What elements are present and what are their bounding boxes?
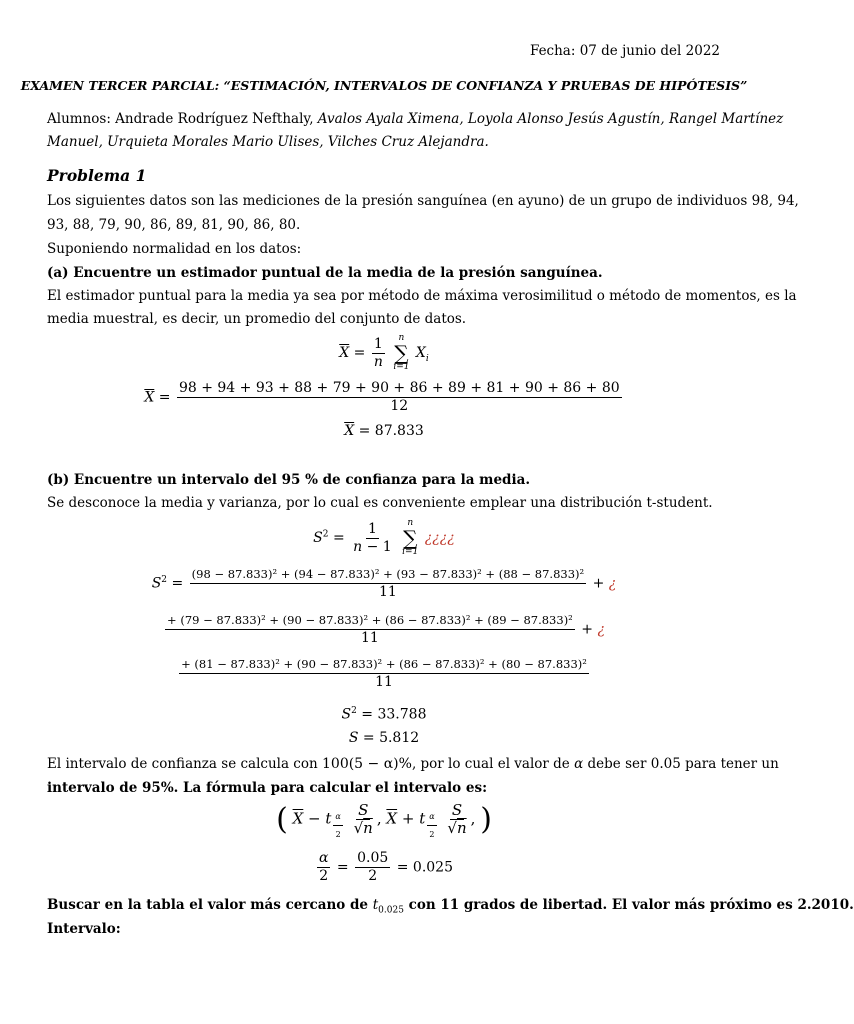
estimator-line-1: El estimador puntual para la media ya sea por método de máxima verosimilitud o método de momentos, es la [47,288,797,304]
variance-formula: $S^2$ = $\frac{1}{n - 1}$ n ∑ i=1 ¿¿¿¿ [313,518,455,557]
exam-title: EXAMEN TERCER PARCIAL: “ESTIMACIÓN, INTERVALOS DE CONFIANZA Y PRUEBAS DE HIPÓTESIS” [20,78,748,93]
intro-line-1: Los siguientes datos son las mediciones de la presión sanguínea (en ayuno) de un grupo de individuos 98, 94, [47,193,799,209]
interval-line-2: intervalo de 95%. La fórmula para calcular el intervalo es: [47,780,488,796]
tstudent-line: Se desconoce la media y varianza, por lo cual es conveniente emplear una distribución t-student. [47,495,713,511]
alpha-half-formula: $\frac{\alpha}{2}$ = $\frac{0.05}{2}$ = 0.025 [318,850,453,884]
variance-row-2: + (79 − 87.833)² + (90 − 87.833)² + (86 − 87.833)² + (89 − 87.833)² 11 + ¿ [167,613,605,646]
interval-line-1: El intervalo de confianza se calcula con 100(5 − α)%, por lo cual el valor de α debe ser 0.05 para tener un [47,756,779,772]
students-names-italic: Avalos Ayala Ximena, Loyola Alonso Jesús Agustín, Rangel Martínez [313,111,784,127]
students-label: Alumnos: Andrade Rodríguez Nefthaly, [47,111,314,127]
intro-line-2: 93, 88, 79, 90, 86, 89, 81, 90, 86, 80. [47,217,301,233]
stddev-result: S = 5.812 [348,730,420,746]
variance-garbled-text: ¿¿¿¿ [424,530,455,546]
interval-formula: ( $\overline{X} - t$ $_{\frac{\alpha}{2}}$ $\frac{S}{√n}$ , $\overline{X} + t$ $_{\frac{\alpha}{2}}$ $\frac{S}{√n}$ , ) [276,801,492,839]
mean-denominator: 12 [390,398,409,414]
students-line-2: Manuel, Urquieta Morales Mario Ulises, Vilches Cruz Alejandra. [47,134,489,150]
date-line: Fecha: 07 de junio del 2022 [529,43,720,59]
problem-heading: Problema 1 [47,166,147,185]
mean-sum-formula: $\overline{X}$ = $\frac{98 + 94 + 93 + 88 + 79 + 90 + 86 + 89 + 81 + 90 + 86 + 80}{12}$ [144,380,620,414]
table-lookup-line: Buscar en la tabla el valor más cercano de $t_{0.025}$ con 11 grados de libertad. El valor más próximo es 2.2010. [47,897,854,916]
mean-result: $\overline{X} = 87.833$ [344,423,424,439]
interval-label: Intervalo: [47,921,121,937]
assumption-line: Suponiendo normalidad en los datos: [47,241,302,257]
mean-formula: $\overline{X}$ = $\frac{1}{n}$ n ∑ i=1 $X_i$ [339,333,429,372]
estimator-line-2: media muestral, es decir, un promedio del conjunto de datos. [47,311,467,327]
part-a-heading: (a) Encuentre un estimador puntual de la media de la presión sanguínea. [47,265,603,281]
part-b-heading: (b) Encuentre un intervalo del 95 % de confianza para la media. [47,472,531,488]
variance-result: $S^2 = 33.788$ [341,706,427,723]
students-line-1 [47,111,784,127]
variance-row-3: + (81 − 87.833)² + (90 − 87.833)² + (86 − 87.833)² + (80 − 87.833)² 11 [181,657,587,690]
variance-row-1: $S^2$ = (98 − 87.833)² + (94 − 87.833)² + (93 − 87.833)² + (88 − 87.833)² 11 + ¿ [151,567,617,600]
mean-numerator: 98 + 94 + 93 + 88 + 79 + 90 + 86 + 89 + 81 + 90 + 86 + 80 [178,380,620,396]
